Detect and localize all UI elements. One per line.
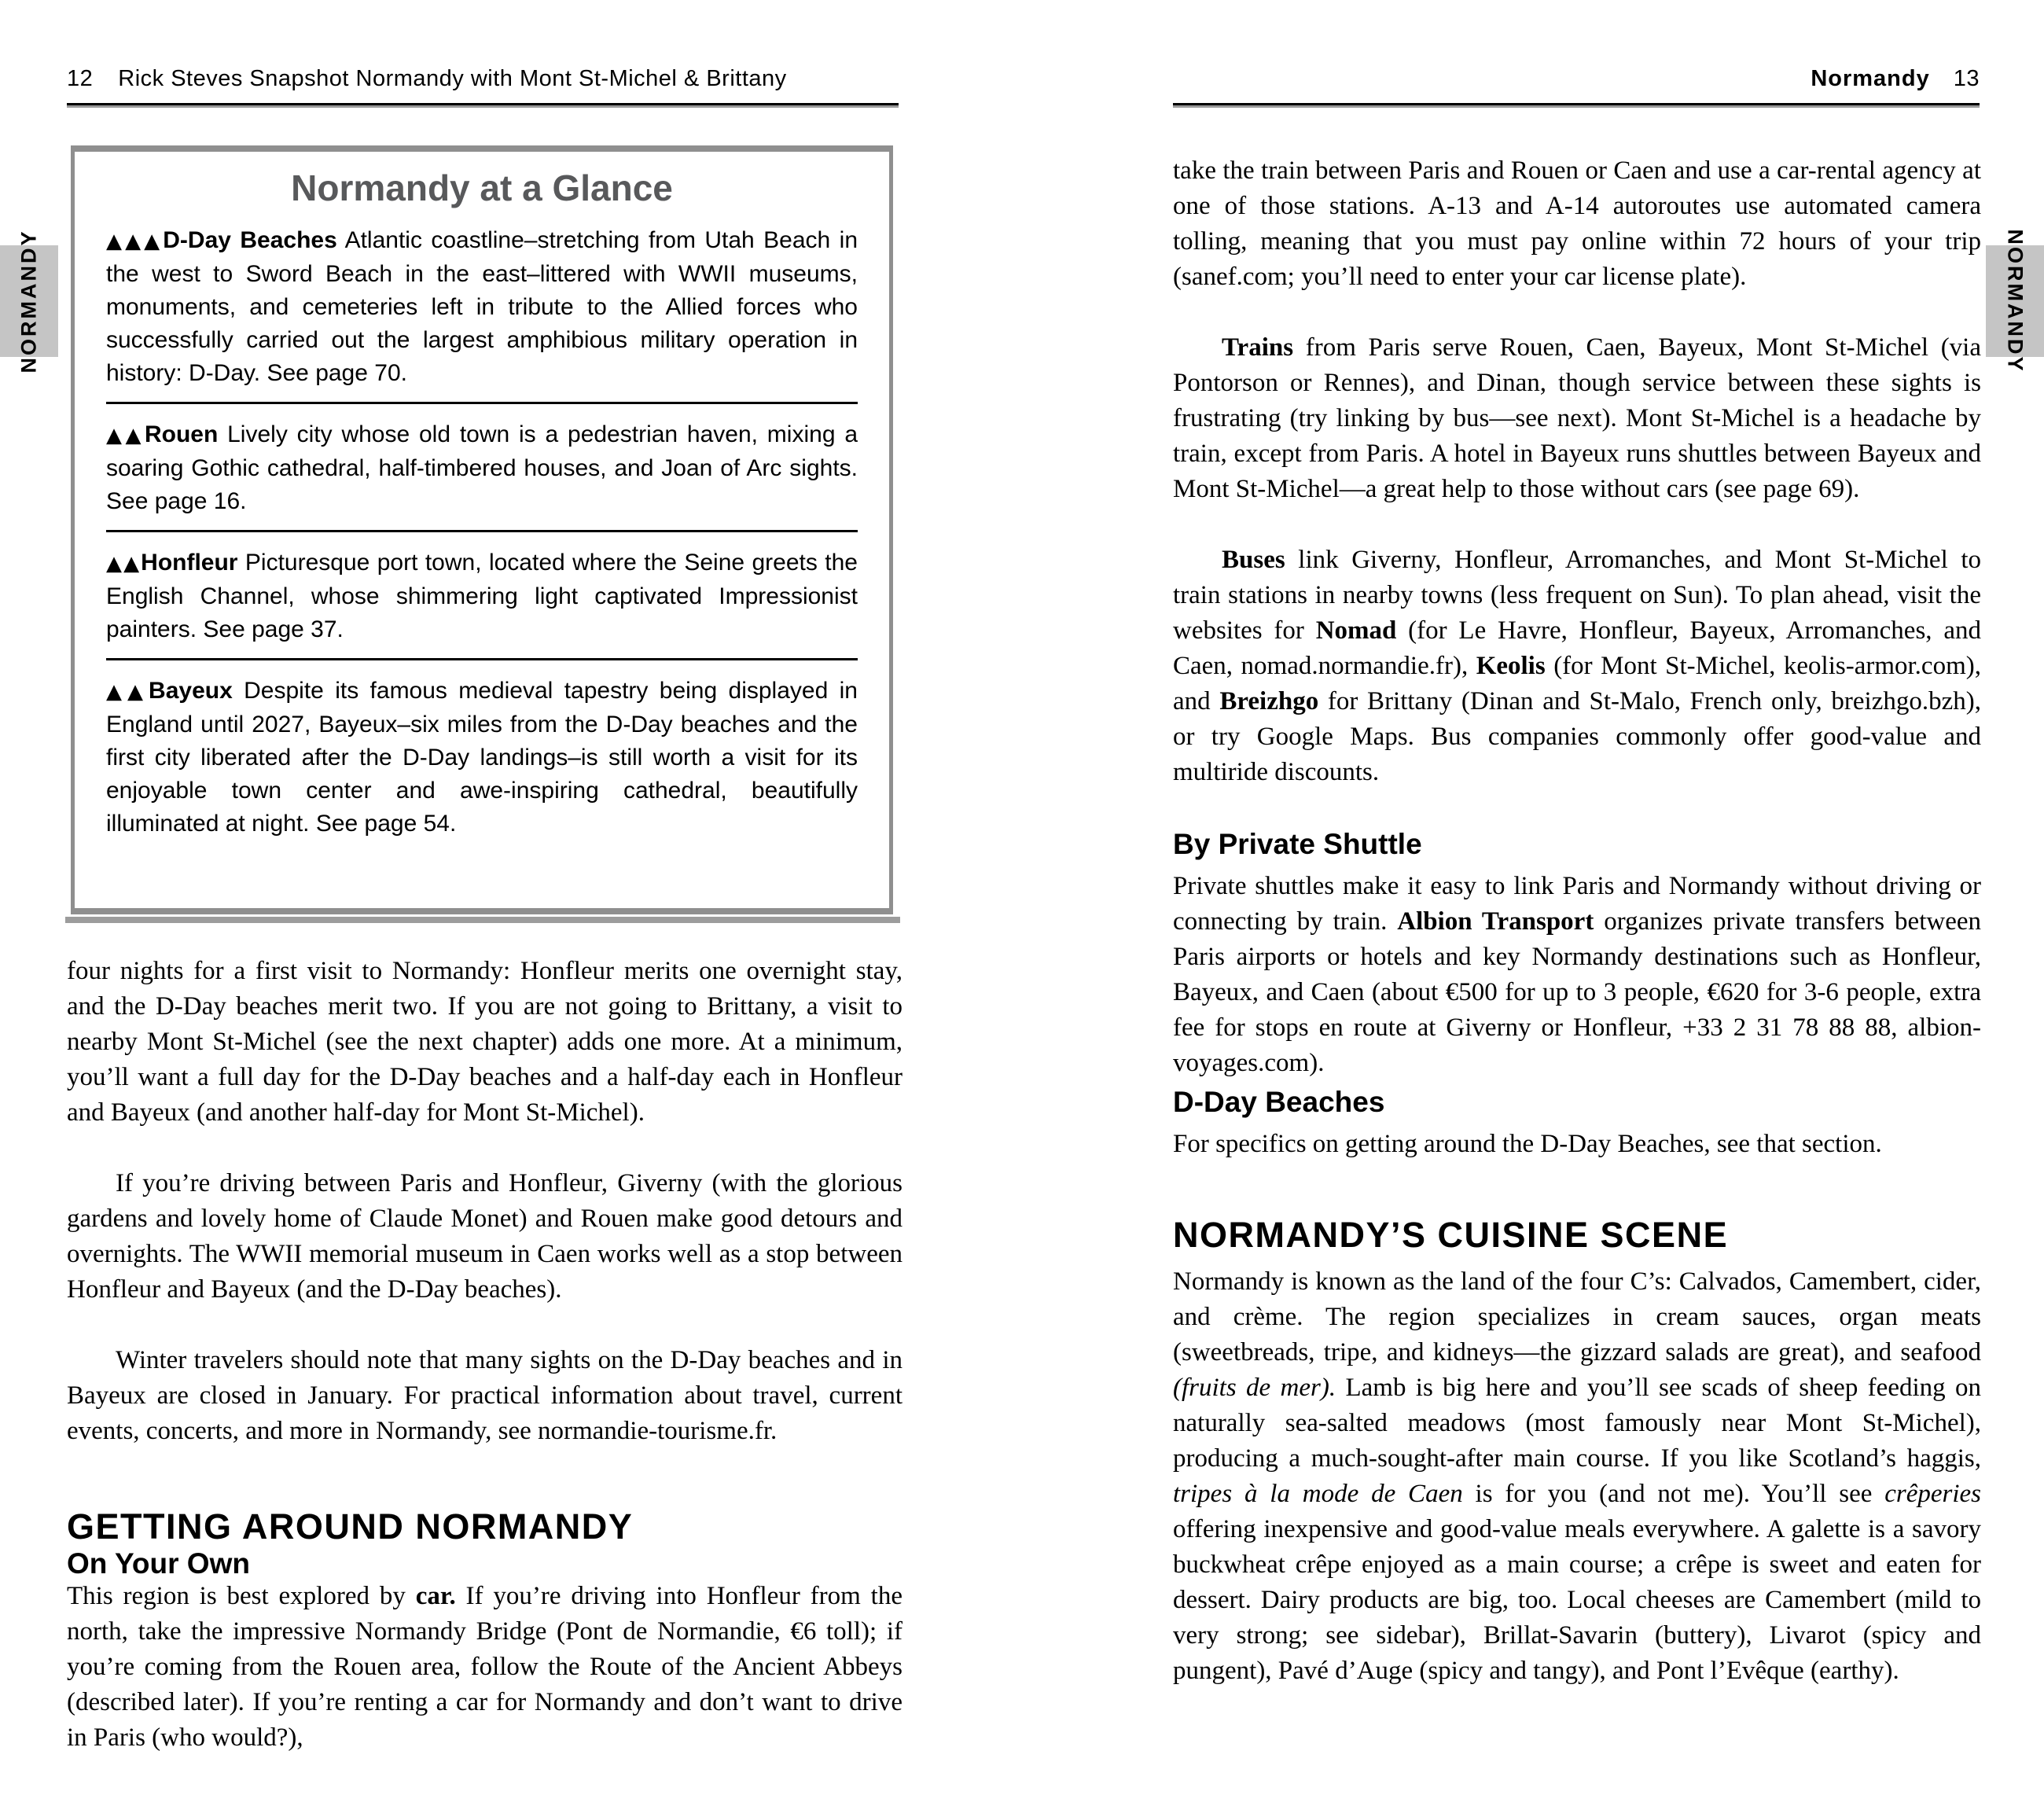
right-body-paragraph-buses (1173, 543, 1981, 790)
rating-triangles-icon: ▲▲ (106, 680, 149, 704)
bold-term: Trains (1222, 333, 1294, 362)
glance-entry-description: Picturesque port town, located where the Seine greets the English Channel, whose shimmering light captivated Impressionist painters. See page 37. (106, 550, 858, 642)
text-run: offering inexpensive and good-value meals everywhere. A galette is a savory buckwheat crêpe enjoyed as a main course; a crêpe is sweet and eaten for dessert. Dairy products are big, too. Local cheeses are Camembert (mild to very strong; see sidebar), Brillat-Savarin (buttery), Livarot (spicy and pungent), Pavé d’Auge (spicy and tangy), and Pont l’Evêque (earthy). (1173, 1515, 1981, 1685)
right-body-paragraph-dday (1173, 1127, 1981, 1162)
text-run: (for Mont St-Michel, keolis-armor.com), and (1173, 652, 1981, 715)
glance-entry-description: Despite its famous medieval tapestry being displayed in England until 2027, Bayeux–six miles from the D-Day beaches and the first city liberated after the D-Day landings–is still worth a visit for its enjoyable town center and awe-inspiring cathedral, beautifully illuminated at night. See page 54. (106, 678, 858, 837)
paragraph: take the train between Paris and Rouen or Caen and use a car-rental agency at one of those stations. A-13 and A-14 autoroutes use automated camera tolling, meaning that you must pay online within 72 hours of your trip (sanef.com; you’ll need to enter your car license plate). (1173, 156, 1981, 291)
italic-term: tripes à la mode de Caen (1173, 1480, 1463, 1508)
paragraph (1173, 1264, 1981, 1689)
right-body-paragraph-shuttle (1173, 869, 1981, 1081)
getting-around-normandy-heading: GETTING AROUND NORMANDY (67, 1506, 634, 1547)
italic-term: (fruits de mer). (1173, 1374, 1336, 1402)
paragraph: For specifics on getting around the D-Day Beaches, see that section. (1173, 1130, 1882, 1158)
glance-entry-name: Honfleur (141, 550, 238, 576)
glance-box-title: Normandy at a Glance (291, 167, 673, 208)
left-header-rule (67, 103, 899, 105)
text-run: Private shuttles make it easy to link Paris and Normandy without driving or connecting by train. (1173, 872, 1981, 936)
bold-term: Keolis (1476, 652, 1546, 680)
bold-term: Nomad (1315, 616, 1397, 645)
on-your-own-subheading: On Your Own (67, 1547, 250, 1580)
left-edge-chapter-tab (0, 229, 58, 373)
left-body-paragraph-3 (67, 1343, 903, 1449)
glance-entry-honfleur (106, 546, 858, 646)
right-edge-chapter-tab (1986, 229, 2044, 373)
cuisine-scene-heading: NORMANDY’S CUISINE SCENE (1173, 1215, 1729, 1255)
text-run: This region is best explored by (67, 1582, 416, 1610)
bold-term: Albion Transport (1397, 907, 1594, 936)
text-run: If you’re driving into Honfleur from the north, take the impressive Normandy Bridge (Pont de Normandie, €6 toll); if you’re coming from the Rouen area, follow the Route of the Ancient Abbeys (described later). If you’re renting a car for Normandy and don’t want to drive in Paris (who would?), (67, 1582, 903, 1752)
paragraph: Winter travelers should note that many sights on the D-Day beaches and in Bayeux are closed in January. For practical information about travel, current events, concerts, and more in Normandy, see normandie-tourisme.fr. (67, 1346, 903, 1445)
text-run: (for Le Havre, Honfleur, Bayeux, Arromanches, and Caen, nomad.normandie.fr), (1173, 616, 1981, 680)
text-run: Normandy is known as the land of the four C’s: Calvados, Camembert, cider, and crème. The region specializes in cream sauces, organ meats (sweetbreads, tripe, and kidneys—the gizzard salads are great), and seafood (1173, 1267, 1981, 1366)
glance-entry-name: D-Day Beaches (163, 227, 337, 253)
bold-term: Breizhgo (1219, 687, 1319, 715)
glance-entry-name: Rouen (144, 421, 219, 447)
glance-entry-divider (106, 402, 858, 404)
left-page-header-title: Rick Steves Snapshot Normandy with Mont St-Michel & Brittany (118, 66, 787, 91)
rating-triangles-icon: ▲▲ (106, 424, 145, 447)
text-run: Lamb is big here and you’ll see scads of sheep feeding on naturally sea-salted meadows (most famously near Mont St-Michel), producing a much-sought-after main course. If you like Scotland’s haggis, (1173, 1374, 1981, 1473)
glance-entry-rouen (106, 418, 858, 518)
normandy-at-a-glance-box (71, 145, 893, 914)
glance-entry-description: Atlantic coastline–stretching from Utah Beach in the west to Sword Beach in the east–littered with WWII museums, monuments, and cemeteries left in tribute to the Allied forces who successfully carried out the largest amphibious military operation in history: D-Day. See page 70. (106, 227, 858, 386)
text-run: organizes private transfers between Paris airports or hotels and key Normandy destinations such as Honfleur, Bayeux, and Caen (about €500 for up to 3 people, €620 for 3-6 people, extra fee for stops en route at Giverny or Honfleur, +33 2 31 78 88 88, albion-voyages.com). (1173, 907, 1981, 1077)
glance-entry-dday-beaches (106, 224, 858, 390)
paragraph: four nights for a first visit to Normandy: Honfleur merits one overnight stay, and the D-Day beaches merit two. If you are not going to Brittany, a visit to nearby Mont St-Michel (see the next chapter) adds one more. At a minimum, you’ll want a full day for the D-Day beaches and a half-day each in Honfleur and Bayeux (and another half-day for Mont St-Michel). (67, 957, 903, 1127)
left-edge-tab-label: NORMANDY (17, 229, 41, 373)
glance-entry-divider (106, 658, 858, 660)
paragraph (1173, 543, 1981, 790)
rating-triangles-icon: ▲▲▲ (106, 230, 164, 253)
left-body-paragraph-2 (67, 1166, 903, 1308)
glance-entry-name: Bayeux (149, 678, 233, 704)
bold-term: Buses (1222, 546, 1285, 574)
glance-entry-description: Lively city whose old town is a pedestrian haven, mixing a soaring Gothic cathedral, half-timbered houses, and Joan of Arc sights. See page 16. (106, 421, 858, 514)
right-body-paragraph-1 (1173, 153, 1981, 295)
right-page-number: 13 (1953, 66, 1980, 91)
right-edge-tab-label: NORMANDY (2003, 229, 2027, 373)
by-private-shuttle-heading: By Private Shuttle (1173, 828, 1422, 860)
paragraph (1173, 330, 1981, 507)
paragraph: If you’re driving between Paris and Honfleur, Giverny (with the glorious gardens and lovely home of Claude Monet) and Rouen make good detours and overnights. The WWII memorial museum in Caen works well as a stop between Honfleur and Bayeux (and the D-Day beaches). (67, 1169, 903, 1304)
text-run: link Giverny, Honfleur, Arromanches, and Mont St-Michel to train stations in nearby towns (less frequent on Sun). To plan ahead, visit the websites for (1173, 546, 1981, 645)
dday-beaches-heading: D-Day Beaches (1173, 1086, 1385, 1118)
rating-triangles-icon: ▲▲ (106, 552, 142, 576)
paragraph (67, 1579, 903, 1756)
left-page-number: 12 (67, 66, 94, 91)
right-body-paragraph-trains (1173, 330, 1981, 507)
text-run: from Paris serve Rouen, Caen, Bayeux, Mont St-Michel (via Pontorson or Rennes), and Dinan, though service between these sights is frustrating (try linking by bus—see next). Mont St-Michel is a headache by train, except from Paris. A hotel in Bayeux runs shuttles between Bayeux and Mont St-Michel—a great help to those without cars (see page 69). (1173, 333, 1981, 503)
right-header-rule (1173, 103, 1980, 105)
left-page-header (67, 66, 787, 92)
italic-term: crêperies (1884, 1480, 1981, 1508)
bold-term: car. (415, 1582, 456, 1610)
right-body-paragraph-cuisine (1173, 1264, 1981, 1689)
right-page-header-title: Normandy (1811, 66, 1930, 91)
text-run: for Brittany (Dinan and St-Malo, French only, breizhgo.bzh), or try Google Maps. Bus companies commonly offer good-value and multiride discounts. (1173, 687, 1981, 786)
glance-entry-divider (106, 530, 858, 532)
left-body-paragraph-4 (67, 1579, 903, 1756)
paragraph (1173, 869, 1981, 1081)
glance-box-bottom-rule (65, 917, 900, 923)
left-body-paragraph-1 (67, 954, 903, 1131)
right-page-header (1811, 66, 1980, 92)
text-run: is for you (and not me). You’ll see (1462, 1480, 1885, 1508)
glance-entry-bayeux (106, 675, 858, 840)
